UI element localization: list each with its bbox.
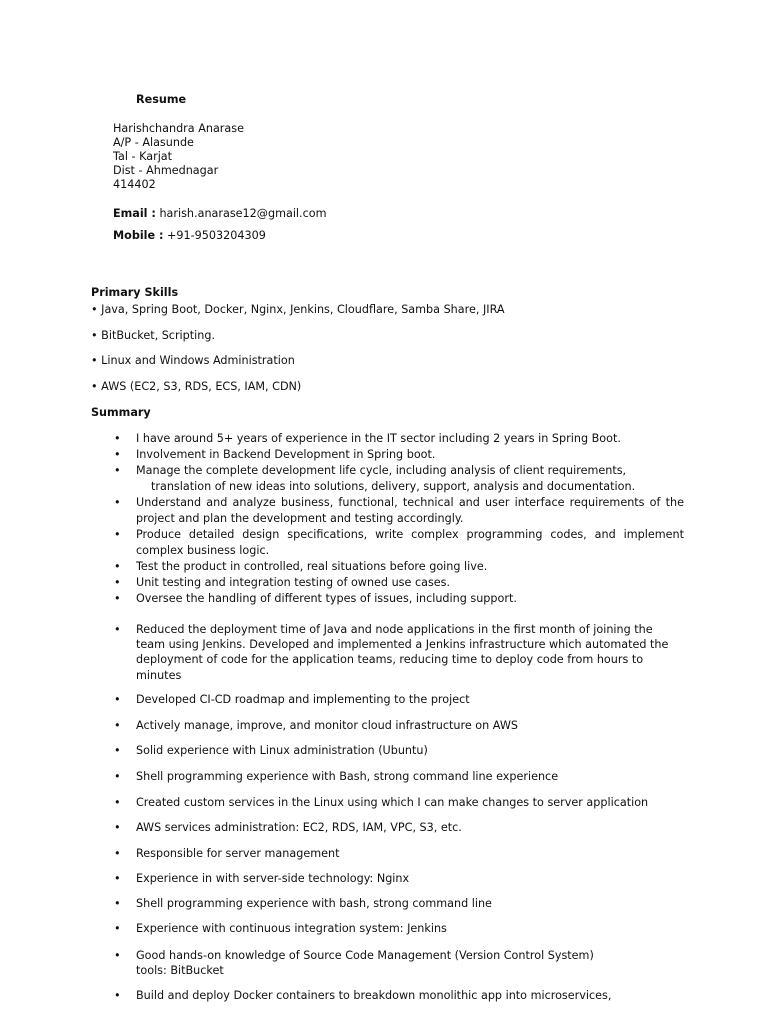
bullet-icon: • — [114, 821, 121, 834]
list-item: • Good hands-on knowledge of Source Code Management (Version Control System) tools: BitBucket — [114, 949, 594, 977]
bullet-icon: • — [114, 949, 121, 962]
bullet-icon: • — [114, 693, 121, 706]
bullet-icon: • — [114, 528, 121, 541]
list-item: • Reduced the deployment time of Java and node applications in the first month of joining the team using Jenkins. Developed and implemented a Jenkins infrastructure which automated the deployment of code for the application teams, reducing time to deploy code from hours to minutes — [114, 623, 669, 682]
skill-item: • AWS (EC2, S3, RDS, ECS, IAM, CDN) — [91, 380, 302, 393]
skill-item: • BitBucket, Scripting. — [91, 329, 216, 342]
mobile-value: +91-9503204309 — [167, 229, 266, 242]
bullet-icon: • — [114, 464, 121, 477]
bullet-icon: • — [114, 432, 121, 445]
bullet-icon: • — [114, 770, 121, 783]
list-item: • Shell programming experience with Bash, strong command line experience — [114, 770, 559, 783]
bullet-icon: • — [114, 922, 121, 935]
page-title: Resume — [136, 93, 187, 106]
bullet-icon: • — [114, 496, 121, 509]
list-item: • Responsible for server management — [114, 847, 340, 860]
list-item: • Involvement in Backend Development in Spring boot. — [114, 448, 436, 461]
skill-item: • Java, Spring Boot, Docker, Nginx, Jenkins, Cloudflare, Samba Share, JIRA — [91, 303, 505, 316]
address-line-pin: 414402 — [113, 178, 156, 191]
bullet-icon: • — [114, 576, 121, 589]
list-item: • AWS services administration: EC2, RDS, IAM, VPC, S3, etc. — [114, 821, 462, 834]
bullet-icon: • — [114, 847, 121, 860]
email-value: harish.anarase12@gmail.com — [159, 207, 327, 220]
list-item: • I have around 5+ years of experience in the IT sector including 2 years in Spring Boot. — [114, 432, 621, 445]
mobile-label: Mobile : — [113, 229, 164, 242]
list-item: • Solid experience with Linux administration (Ubuntu) — [114, 744, 428, 757]
list-item: • Test the product in controlled, real situations before going live. — [114, 560, 488, 573]
list-item: • Oversee the handling of different types of issues, including support. — [114, 592, 517, 605]
list-item: • Manage the complete development life cycle, including analysis of client requirements, translation of new ideas into solutions, delivery, support, analysis and documentation. — [114, 464, 636, 493]
bullet-icon: • — [114, 719, 121, 732]
list-item: • Unit testing and integration testing of owned use cases. — [114, 576, 451, 589]
mobile-row — [113, 229, 266, 242]
skills-heading: Primary Skills — [91, 286, 179, 299]
list-item: • Actively manage, improve, and monitor cloud infrastructure on AWS — [114, 719, 519, 732]
bullet-icon: • — [114, 872, 121, 885]
list-item: • Experience with continuous integration system: Jenkins — [114, 922, 447, 935]
email-label: Email : — [113, 207, 156, 220]
bullet-icon: • — [114, 448, 121, 461]
list-item: • Produce detailed design specifications, write complex programming codes, and implement complex business logic. — [114, 528, 684, 557]
list-item: • Created custom services in the Linux using which I can make changes to server application — [114, 796, 649, 809]
bullet-icon: • — [114, 796, 121, 809]
list-item: • Developed CI-CD roadmap and implementing to the project — [114, 693, 470, 706]
summary-list-core — [114, 431, 684, 607]
list-item: • Understand and analyze business, functional, technical and user interface requirements of the project and plan the development and testing accordingly. — [114, 496, 684, 525]
list-item: • Build and deploy Docker containers to breakdown monolithic app into microservices, — [114, 989, 612, 1002]
address-line-name: Harishchandra Anarase — [113, 122, 244, 135]
summary-heading: Summary — [91, 406, 151, 419]
bullet-icon: • — [114, 623, 121, 636]
address-line-district: Dist - Ahmednagar — [113, 164, 219, 177]
bullet-icon: • — [114, 989, 121, 1002]
bullet-icon: • — [114, 592, 121, 605]
address-line-village: A/P - Alasunde — [113, 136, 194, 149]
bullet-icon: • — [114, 560, 121, 573]
list-item: • Experience in with server-side technology: Nginx — [114, 872, 410, 885]
bullet-icon: • — [114, 744, 121, 757]
email-row — [113, 207, 327, 220]
bullet-icon: • — [114, 897, 121, 910]
skill-item: • Linux and Windows Administration — [91, 354, 295, 367]
list-item: • Shell programming experience with bash, strong command line — [114, 897, 492, 910]
address-line-taluka: Tal - Karjat — [113, 150, 173, 163]
